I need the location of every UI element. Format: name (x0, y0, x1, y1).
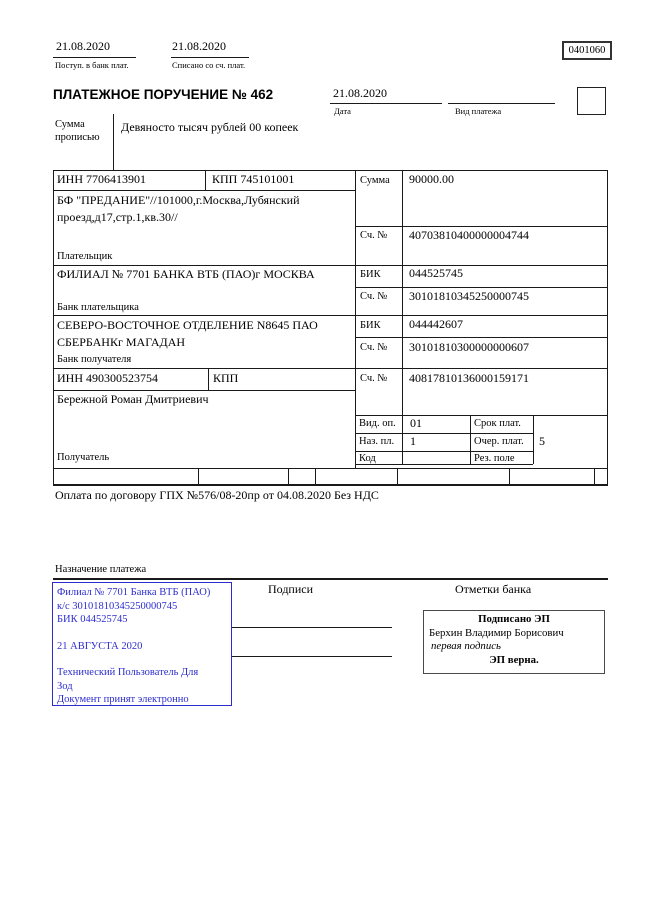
payee-bank-label: Банк получателя (57, 354, 132, 365)
date-underline (330, 103, 442, 104)
table-border (397, 468, 398, 484)
purpose-divider (53, 578, 608, 580)
payee-bank-account: 30101810300000000607 (409, 340, 529, 354)
stamp-bik: БИК 044525745 (57, 614, 128, 625)
payer-bank-label: Банк плательщика (57, 302, 139, 313)
payee-inn: ИНН 490300523754 (57, 371, 158, 385)
table-border (355, 287, 608, 288)
stamp-user-line2: Зод (57, 680, 73, 692)
payee-account: 40817810136000159171 (409, 371, 529, 385)
payer-account-label: Сч. № (360, 230, 388, 241)
op-type-value: 01 (410, 416, 422, 430)
op-type-label: Вид. оп. (359, 418, 396, 429)
esign-verified: ЭП верна. (489, 653, 539, 666)
table-border (355, 415, 608, 416)
bank-marks-label: Отметки банка (455, 582, 532, 596)
table-border (509, 468, 510, 484)
stamp-corr-account: к/с 30101810345250000745 (57, 600, 178, 612)
esign-box (423, 610, 605, 674)
page-title: ПЛАТЕЖНОЕ ПОРУЧЕНИЕ № 462 (53, 87, 274, 102)
payee-bank-name-line1: СЕВЕРО-ВОСТОЧНОЕ ОТДЕЛЕНИЕ N8645 ПАО (57, 318, 318, 332)
table-border (402, 170, 403, 464)
esign-name: Берхин Владимир Борисович (429, 626, 564, 639)
payee-bank-bik: 044442607 (409, 317, 463, 331)
stamp-bank-name: Филиал № 7701 Банка ВТБ (ПАО) (57, 587, 211, 598)
table-border (355, 337, 608, 338)
form-code: 0401060 (568, 45, 606, 56)
purpose-code-label: Наз. пл. (359, 436, 395, 447)
amount-in-words: Девяносто тысяч рублей 00 копеек (121, 120, 299, 134)
stamp-user-line1: Технический Пользователь Для (57, 667, 199, 678)
payer-bank-account-label: Сч. № (360, 291, 388, 302)
debited-label: Списано со сч. плат. (172, 60, 246, 70)
esign-title: Подписано ЭП (478, 613, 550, 625)
table-border (355, 170, 356, 468)
table-border (470, 415, 471, 464)
esign-sig-type: первая подпись (431, 640, 501, 652)
payer-bank-name: ФИЛИАЛ № 7701 БАНКА ВТБ (ПАО)г МОСКВА (57, 267, 315, 281)
table-border (533, 415, 534, 464)
table-border (355, 451, 533, 452)
table-bottom-border (53, 484, 608, 486)
table-border (53, 468, 608, 469)
form-code-box (562, 41, 612, 60)
payer-label: Плательщик (57, 251, 113, 262)
code-label: Код (359, 453, 376, 464)
payee-account-label: Сч. № (360, 373, 388, 384)
payment-type-label: Вид платежа (455, 106, 502, 116)
sum-label: Сумма (360, 175, 390, 186)
payer-name-line1: БФ "ПРЕДАНИЕ"//101000,г.Москва,Лубянский (57, 193, 300, 207)
payee-bank-name-line2: СБЕРБАНКг МАГАДАН (57, 335, 186, 349)
table-border (53, 170, 608, 171)
table-border (208, 368, 209, 390)
received-date-underline (53, 57, 136, 58)
amount-words-divider (113, 114, 114, 170)
purpose-code-value: 1 (410, 434, 416, 448)
debited-date-underline (171, 57, 249, 58)
table-border (288, 468, 289, 484)
table-border (198, 468, 199, 484)
payer-bank-bik-label: БИК (360, 269, 381, 280)
table-border (53, 190, 355, 191)
payer-kpp: КПП 745101001 (212, 172, 295, 186)
payer-name-line2: проезд,д17,стр.1,кв.30// (57, 210, 178, 224)
payer-account: 40703810400000004744 (409, 228, 529, 242)
debited-date: 21.08.2020 (172, 39, 226, 53)
table-border (607, 170, 608, 485)
table-border (355, 226, 608, 227)
payer-bank-account: 30101810345250000745 (409, 289, 529, 303)
payee-kpp-label: КПП (213, 371, 239, 385)
payee-name: Бережной Роман Дмитриевич (57, 392, 209, 406)
payer-inn: ИНН 7706413901 (57, 172, 146, 186)
received-in-bank-label: Поступ. в банк плат. (55, 60, 129, 70)
order-value: 5 (539, 434, 545, 448)
payment-type-box (577, 87, 606, 115)
signatures-label: Подписи (268, 582, 314, 596)
payment-purpose-text: Оплата по договору ГПХ №576/08-20пр от 04.08.2020 Без НДС (55, 488, 379, 502)
table-border (53, 368, 608, 369)
amount-words-label-2: прописью (55, 132, 100, 143)
sum-value: 90000.00 (409, 172, 454, 186)
table-border (53, 170, 54, 485)
due-date-label: Срок плат. (474, 418, 521, 429)
payee-bank-bik-label: БИК (360, 320, 381, 331)
table-border (53, 265, 608, 266)
signature-line-1 (232, 627, 392, 628)
stamp-date: 21 АВГУСТА 2020 (57, 640, 143, 652)
payer-bank-bik: 044525745 (409, 266, 463, 280)
reserve-field-label: Рез. поле (474, 453, 515, 464)
amount-words-label-1: Сумма (55, 119, 85, 130)
document-date: 21.08.2020 (333, 86, 387, 100)
date-label: Дата (334, 106, 351, 116)
payment-type-underline (448, 103, 555, 104)
table-border (205, 170, 206, 190)
table-border (594, 468, 595, 484)
payee-label: Получатель (57, 452, 110, 463)
stamp-accepted: Документ принят электронно (57, 694, 189, 705)
signature-line-2 (232, 656, 392, 657)
bank-stamp (52, 582, 232, 706)
payee-bank-account-label: Сч. № (360, 342, 388, 353)
order-label: Очер. плат. (474, 436, 524, 447)
table-border (53, 390, 355, 391)
table-border (315, 468, 316, 484)
table-border (53, 315, 608, 316)
payment-purpose-label: Назначение платежа (55, 564, 147, 575)
table-border (355, 433, 533, 434)
received-in-bank-date: 21.08.2020 (56, 39, 110, 53)
